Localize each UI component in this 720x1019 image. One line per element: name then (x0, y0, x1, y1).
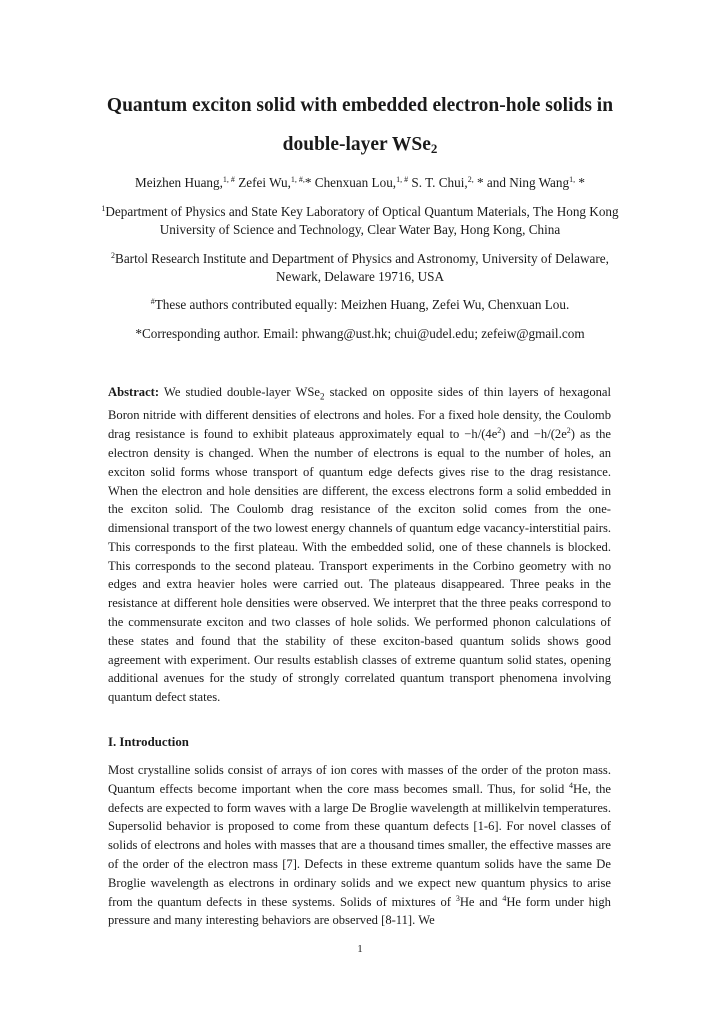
paper-title-subscript: 2 (430, 141, 438, 156)
author-marks: 2, (467, 175, 474, 184)
page-number: 1 (357, 943, 363, 955)
equal-contribution-mark: # (150, 297, 155, 306)
paper-title-text: double-layer WSe (282, 134, 431, 155)
abstract-text: ) as the electron density is changed. When the number of electrons is equal to the number of holes, an exciton solid forms whose transport of quantum edge defects gives rise to the drag resistance. When the electron and hole densities are different, the excess electrons form a solid embedded in the exciton solid. The Coulomb drag resistance of the exciton solid comes from the one-dimensional transport of the two lowest energy channels of quantum edge vacancy-interstitial pairs. This corresponds to the first plateau. With the embedded solid, one of these channels is blocked. This corresponds to the second plateau. Transport experiments in the Corbino geometry with no edges and extra heavier holes were carried out. The plateaus disappeared. Three peaks in the resistance at different hole densities were observed. We interpret that the three peaks correspond to the commensurate exciton and two classes of hole solids. We performed phonon calculations of these states and found that the stability of these exciton-based quantum solids shows good agreement with experiment. Our results establish classes of extreme quantum solid states, opening additional avenues for the study of strongly correlated quantum transport phenomena involving quantum defect states. (108, 427, 611, 705)
abstract-subscript: 2 (319, 391, 325, 402)
affiliation-mark: 1 (101, 204, 106, 213)
abstract-superscript: 2 (566, 426, 571, 436)
abstract-text: stacked on opposite sides of thin layers of hexagonal Boron nitride with different densities of electrons and holes. For a fixed hole density, the Coulomb drag resistance is found to exhibit plateaus approximately equal to −h/(4e (108, 385, 612, 442)
author-marks: 1, # (222, 175, 235, 184)
author-name: * Chenxuan Lou, (304, 175, 397, 190)
affiliation-mark: 2 (111, 251, 116, 260)
author-name: * (578, 175, 585, 190)
intro-text: Most crystalline solids consist of arrays of ion cores with masses of the order of the proton mass. Quantum effects become important when the core mass becomes small. Thus, for solid (108, 763, 611, 796)
introduction-paragraph (108, 761, 611, 930)
section-heading-introduction: I. Introduction (108, 735, 189, 749)
corresponding-author-note: *Corresponding author. Email: phwang@ust.hk; chui@udel.edu; zefeiw@gmail.com (135, 326, 585, 341)
affiliation-1 (90, 203, 630, 239)
author-name: Zefei Wu, (238, 175, 291, 190)
affiliation-2 (90, 250, 630, 286)
paper-title-line-1: Quantum exciton solid with embedded electron-hole solids in (106, 95, 614, 116)
intro-text: He form under high pressure and many interesting behaviors are observed [8-11]. We (108, 894, 611, 928)
intro-text: He and (459, 894, 503, 909)
equal-contribution-note (90, 296, 630, 314)
author-list (90, 174, 630, 192)
abstract-paragraph (108, 383, 611, 707)
abstract-superscript: 2 (497, 426, 502, 436)
paper-title-line-2 (90, 133, 630, 161)
abstract-text: ) and −h/(2e (501, 427, 567, 442)
author-marks: 1, # (396, 175, 409, 184)
intro-superscript: 3 (455, 893, 460, 903)
intro-text: He, the defects are expected to form waves with a large De Broglie wavelength at millikelvin temperatures. Supersolid behavior is proposed to come from these quantum defects [1-6]. For novel classes of solids of electrons and holes with masses that are a thousand times smaller, the effective masses are of the order of the electron mass [7]. Defects in these extreme quantum solids have the same De Broglie wavelength as electrons in ordinary solids and we expect new quantum physics to arise from the quantum defects in these systems. Solids of mixtures of (108, 781, 611, 909)
author-name: Meizhen Huang, (135, 175, 223, 190)
author-marks: 1, (569, 175, 576, 184)
affiliation-text: Department of Physics and State Key Laboratory of Optical Quantum Materials, The Hong Kong University of Science and Technology, Clear Water Bay, Hong Kong, China (105, 204, 619, 237)
affiliation-text: Bartol Research Institute and Department of Physics and Astronomy, University of Delaware, Newark, Delaware 19716, USA (115, 251, 609, 284)
author-marks: 1, #, (290, 175, 305, 184)
abstract-label: Abstract: (108, 385, 160, 399)
author-name: * and Ning Wang (477, 175, 570, 190)
intro-superscript: 4 (569, 780, 574, 790)
abstract-text: We studied double-layer WSe (159, 385, 320, 399)
author-name: S. T. Chui, (411, 175, 468, 190)
equal-contribution-text: These authors contributed equally: Meizhen Huang, Zefei Wu, Chenxuan Lou. (154, 297, 570, 312)
intro-superscript: 4 (502, 893, 507, 903)
